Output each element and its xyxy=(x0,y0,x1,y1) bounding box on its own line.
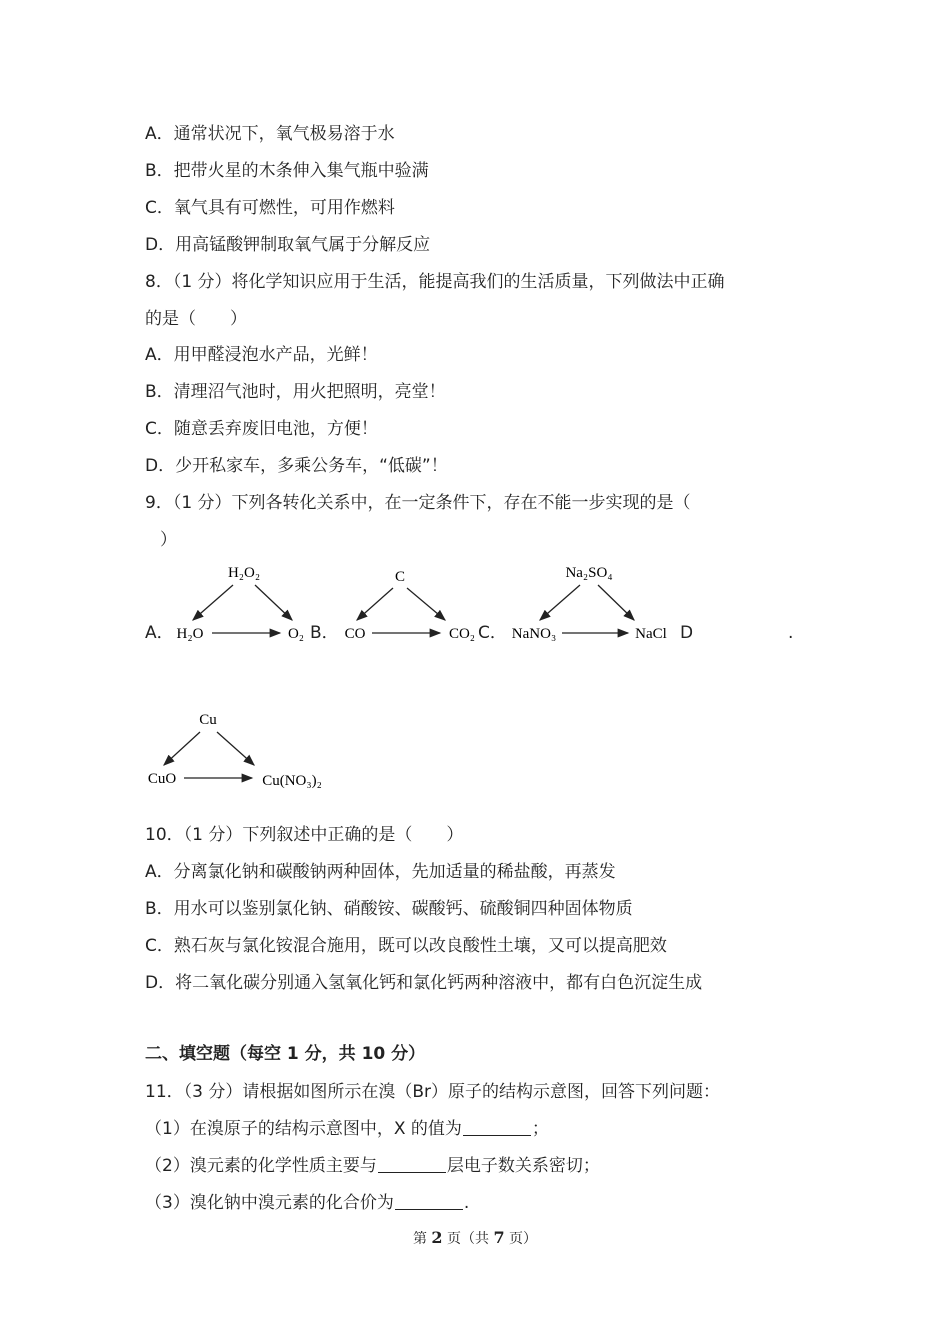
q8-option-a: A．用甲醛浸泡水产品，光鲜！ xyxy=(145,345,378,365)
diagram-a-left: H₂O xyxy=(176,626,204,642)
q11-sub2-text: （2）溴元素的化学性质主要与 xyxy=(145,1156,377,1176)
q7-option-b: B．把带火星的木条伸入集气瓶中验满 xyxy=(145,161,429,181)
diagram-a xyxy=(177,565,304,642)
q11-sub3-blank[interactable] xyxy=(395,1193,463,1210)
q10-option-d: D．将二氧化碳分别通入氢氧化钙和氯化钙两种溶液中，都有白色沉淀生成 xyxy=(145,973,703,993)
arrow-a-top-left xyxy=(193,585,233,620)
diagram-b-top: C xyxy=(394,569,406,585)
diagram-b-left: CO xyxy=(344,626,366,642)
q11-sub1-blank[interactable] xyxy=(463,1119,531,1136)
q9-stem-line2: ） xyxy=(160,530,177,550)
q8-stem-line2: 的是（ ） xyxy=(145,309,247,329)
footer-page-number: 2 xyxy=(431,1228,443,1247)
footer-mid: 页（共 xyxy=(447,1231,489,1247)
q10-option-a: A．分离氯化钠和碳酸钠两种固体，先加适量的稀盐酸，再蒸发 xyxy=(145,862,616,882)
arrow-d-top-right xyxy=(217,732,254,765)
q11-sub2-blank[interactable] xyxy=(378,1156,446,1173)
q11-sub3-end: . xyxy=(463,1193,470,1213)
diagram-b-right: CO₂ xyxy=(448,626,476,642)
diagram-d-left: CuO xyxy=(147,771,177,787)
q9-stem-line1: 9．（1 分）下列各转化关系中，在一定条件下，存在不能一步实现的是（ xyxy=(145,493,691,513)
footer-pre: 第 xyxy=(412,1231,427,1247)
arrow-b-top-right xyxy=(407,588,445,620)
q9-label-c: C． xyxy=(478,623,507,643)
diagram-c-top: Na₂SO₄ xyxy=(565,565,613,581)
q7-option-d: D．用高锰酸钾制取氧气属于分解反应 xyxy=(145,235,431,255)
section-heading: 二、填空题（每空 1 分，共 10 分） xyxy=(145,1044,426,1064)
q10-option-b: B．用水可以鉴别氯化钠、硝酸铵、碳酸钙、硫酸铜四种固体物质 xyxy=(145,899,633,919)
q7-option-c: C．氧气具有可燃性，可用作燃料 xyxy=(145,198,395,218)
q11-sub3-text: （3）溴化钠中溴元素的化合价为 xyxy=(145,1193,394,1213)
diagram-c xyxy=(512,565,667,642)
q11-sub1-text: （1）在溴原子的结构示意图中，X 的值为 xyxy=(145,1119,462,1139)
arrow-d-top-left xyxy=(164,732,200,765)
diagram-c-right: NaCl xyxy=(635,626,667,642)
page-footer xyxy=(0,1228,950,1248)
q9-end-dot: . xyxy=(788,623,794,643)
diagram-b xyxy=(345,569,475,642)
q11-sub2 xyxy=(145,1156,600,1176)
q11-sub1 xyxy=(145,1119,549,1139)
arrow-c-top-left xyxy=(540,585,580,620)
arrow-a-top-right xyxy=(255,585,292,620)
diagram-a-top: H₂O₂ xyxy=(227,565,261,581)
q10-option-c: C．熟石灰与氯化铵混合施用，既可以改良酸性土壤，又可以提高肥效 xyxy=(145,936,667,956)
q11-stem: 11．（3 分）请根据如图所示在溴（Br）原子的结构示意图，回答下列问题： xyxy=(145,1082,721,1102)
diagram-d xyxy=(148,712,322,789)
diagram-d-right: Cu(NO₃)₂ xyxy=(262,773,322,789)
diagram-c-left: NaNO₃ xyxy=(511,626,557,642)
q8-stem-line1: 8．（1 分）将化学知识应用于生活，能提高我们的生活质量，下列做法中正确 xyxy=(145,272,725,292)
footer-post: 页） xyxy=(509,1231,538,1247)
diagram-a-right: O₂ xyxy=(287,626,305,642)
arrow-b-top-left xyxy=(357,588,393,620)
q9-label-b: B． xyxy=(310,623,339,643)
q8-option-d: D．少开私家车，多乘公务车，“低碳”！ xyxy=(145,456,448,476)
q11-sub3 xyxy=(145,1193,469,1213)
q7-option-a: A．通常状况下，氧气极易溶于水 xyxy=(145,124,395,144)
q8-option-b: B．清理沼气池时，用火把照明，亮堂！ xyxy=(145,382,446,402)
q11-sub2-end: 层电子数关系密切； xyxy=(446,1156,600,1176)
q10-stem: 10．（1 分）下列叙述中正确的是（ ） xyxy=(145,825,464,845)
q9-label-a: A． xyxy=(145,623,174,643)
footer-total-pages: 7 xyxy=(493,1228,505,1247)
arrow-c-top-right xyxy=(598,585,634,620)
q9-label-d: D xyxy=(680,623,694,643)
diagram-d-top: Cu xyxy=(199,712,217,728)
q8-option-c: C．随意丢弃废旧电池，方便！ xyxy=(145,419,378,439)
q11-sub1-end: ； xyxy=(531,1119,549,1139)
